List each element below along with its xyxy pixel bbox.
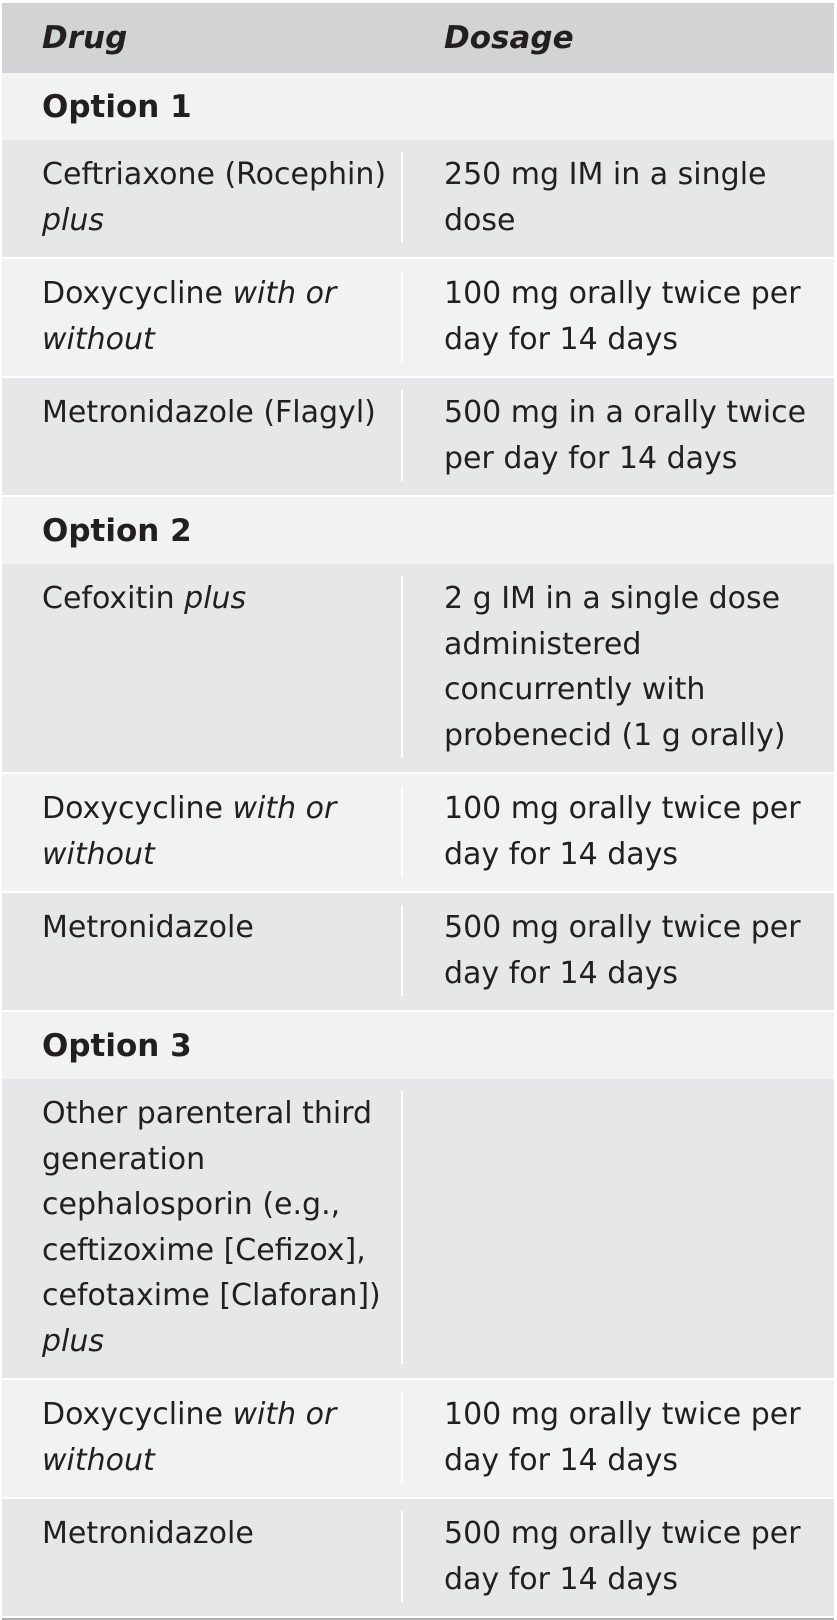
drug-name: Metronidazole (Flagyl) <box>42 395 376 430</box>
drug-name: Doxycycline <box>42 791 223 826</box>
table-row <box>2 378 834 497</box>
drug-name: Ceftriaxone (Rocephin) <box>42 157 387 192</box>
drug-cell <box>2 152 403 243</box>
table-row <box>2 893 834 1012</box>
dosage-cell: 250 mg IM in a single dose <box>444 157 767 238</box>
drug-cell <box>2 271 403 362</box>
dosage-cell: 100 mg orally twice per day for 14 days <box>444 276 801 357</box>
drug-qualifier: plus <box>184 581 247 616</box>
drug-cell <box>2 1392 403 1483</box>
drug-name: Metronidazole <box>42 910 254 945</box>
dosage-cell: 100 mg orally twice per day for 14 days <box>444 1397 801 1478</box>
drug-qualifier: with or without <box>42 791 337 872</box>
drug-qualifier: plus <box>42 1323 105 1359</box>
drug-name: Cefoxitin <box>42 581 175 616</box>
option-label: Option 3 <box>42 1027 192 1064</box>
option-heading <box>2 497 834 564</box>
table-row <box>2 140 834 259</box>
option-label: Option 2 <box>42 512 192 549</box>
table-row <box>2 1499 834 1618</box>
dosage-table <box>2 3 834 1620</box>
drug-cell <box>2 1091 403 1364</box>
dosage-cell: 2 g IM in a single dose administered concurrently with probenecid (1 g orally) <box>444 581 786 753</box>
dosage-cell: 500 mg orally twice per day for 14 days <box>444 910 801 991</box>
option-label: Option 1 <box>42 88 192 125</box>
drug-cell <box>2 905 403 996</box>
table-row <box>2 774 834 893</box>
drug-name: Doxycycline <box>42 1397 223 1432</box>
table-row <box>2 259 834 378</box>
dosage-cell: 100 mg orally twice per day for 14 days <box>444 791 801 872</box>
drug-qualifier: with or without <box>42 276 337 357</box>
header-dosage: Dosage <box>444 20 574 56</box>
table-header <box>2 3 834 73</box>
drug-cell <box>2 390 403 481</box>
option-heading <box>2 1012 834 1079</box>
drug-qualifier: plus <box>42 202 105 238</box>
dosage-cell <box>403 1091 834 1364</box>
drug-cell <box>2 576 403 758</box>
option-heading <box>2 73 834 140</box>
drug-cell <box>2 786 403 877</box>
drug-name: Other parenteral third generation cephalosporin (e.g., ceftizoxime [Cefizox], cefotaxime [Claforan]) <box>42 1096 381 1313</box>
drug-name: Doxycycline <box>42 276 223 311</box>
dosage-cell: 500 mg in a orally twice per day for 14 days <box>444 395 807 476</box>
drug-qualifier: with or without <box>42 1397 337 1478</box>
drug-cell <box>2 1511 403 1602</box>
table-row <box>2 1079 834 1380</box>
dosage-cell: 500 mg orally twice per day for 14 days <box>444 1516 801 1597</box>
drug-name: Metronidazole <box>42 1516 254 1551</box>
table-row <box>2 1380 834 1499</box>
header-drug: Drug <box>42 20 128 56</box>
table-row <box>2 564 834 774</box>
